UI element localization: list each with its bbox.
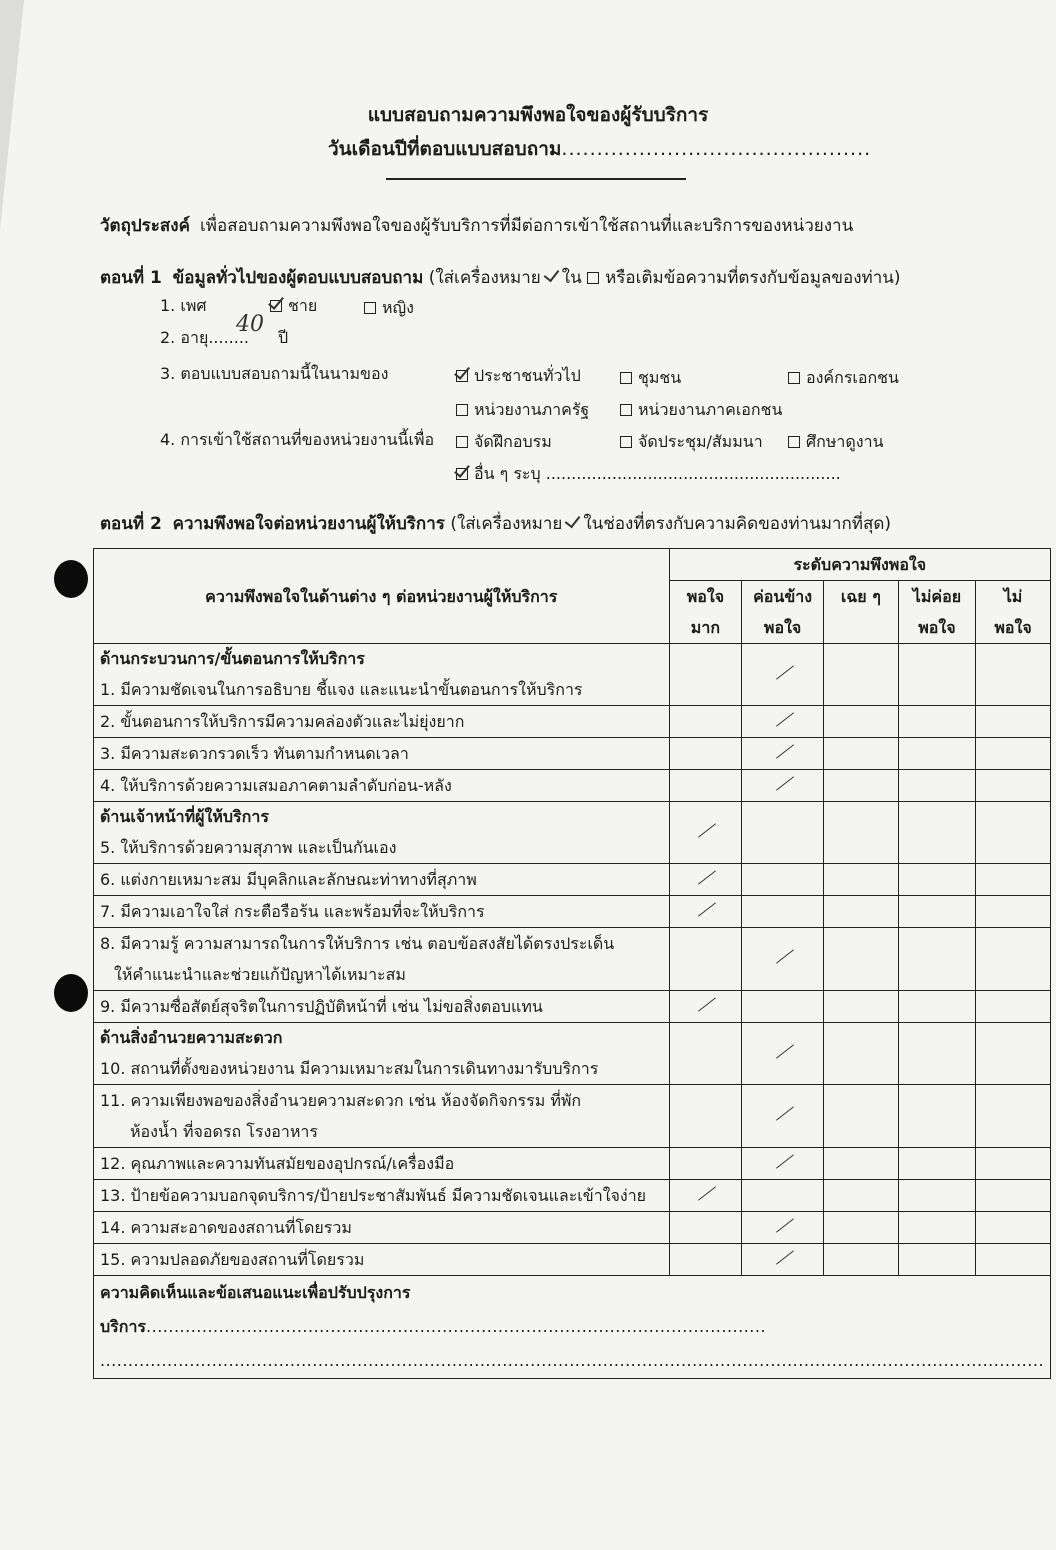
item-text: 10. สถานที่ตั้งของหน่วยงาน มีความเหมาะสมในการเดินทางมารับบริการ: [100, 1059, 599, 1078]
rating-cell-3[interactable]: [898, 738, 975, 770]
handwritten-check-icon: [772, 1153, 794, 1171]
rating-cell-2[interactable]: [823, 644, 898, 706]
rating-cell-2[interactable]: [823, 896, 898, 928]
part1-instruction-a: (ใส่เครื่องหมาย: [428, 268, 541, 288]
checkbox-icon[interactable]: [788, 436, 800, 448]
rating-cell-0[interactable]: [669, 738, 742, 770]
rating-cell-4[interactable]: [976, 896, 1051, 928]
handwritten-check-icon: [772, 664, 794, 682]
item-label: [94, 770, 670, 802]
rating-cell-3[interactable]: [898, 991, 975, 1023]
q1-label: 1. เพศ: [160, 296, 207, 315]
part2-label: ตอนที่ 2: [100, 514, 162, 534]
q2-unit: ปี: [278, 328, 289, 347]
part1-title: ข้อมูลทั่วไปของผู้ตอบแบบสอบถาม: [172, 268, 424, 288]
rating-cell-0[interactable]: [669, 1023, 742, 1085]
rating-cell-2[interactable]: [823, 770, 898, 802]
q3-option-gov[interactable]: [456, 398, 589, 423]
q3-label: 3. ตอบแบบสอบถามนี้ในนามของ: [160, 364, 389, 383]
rating-cell-4[interactable]: [976, 1023, 1051, 1085]
level-col-1-line2: พอใจ: [763, 618, 802, 637]
rating-cell-4[interactable]: [976, 706, 1051, 738]
satisfaction-table: [93, 548, 1051, 1379]
q3-option-ngo[interactable]: [788, 366, 899, 391]
rating-cell-1[interactable]: [742, 1212, 824, 1244]
date-dots[interactable]: ............................................: [561, 138, 872, 160]
comment-label: ความคิดเห็นและข้อเสนอแนะเพื่อปรับปรุงการบริการ: [100, 1283, 411, 1336]
rating-cell-3[interactable]: [898, 802, 975, 864]
item-text-continued: ห้องน้ำ ที่จอดรถ โรงอาหาร: [130, 1122, 318, 1141]
rating-cell-0[interactable]: [669, 1180, 742, 1212]
rating-cell-2[interactable]: [823, 1085, 898, 1148]
rating-cell-4[interactable]: [976, 864, 1051, 896]
rating-cell-3[interactable]: [898, 1212, 975, 1244]
comment-dots-1[interactable]: ...............................................................................................................: [146, 1317, 767, 1336]
q2-age-value[interactable]: 40: [236, 312, 264, 337]
level-col-3: [898, 581, 975, 644]
rating-cell-0[interactable]: [669, 1085, 742, 1148]
q1-male-label: ชาย: [288, 296, 318, 315]
item-label: [94, 896, 670, 928]
item-text: 12. คุณภาพและความทันสมัยของอุปกรณ์/เครื่องมือ: [100, 1154, 455, 1173]
rating-cell-3[interactable]: [898, 896, 975, 928]
level-col-0: [669, 581, 742, 644]
rating-cell-2[interactable]: [823, 1148, 898, 1180]
item-text: 8. มีความรู้ ความสามารถในการให้บริการ เช่น ตอบข้อสงสัยได้ตรงประเด็น: [100, 934, 615, 953]
category-heading: ด้านเจ้าหน้าที่ผู้ให้บริการ: [100, 807, 269, 826]
date-line: [328, 134, 871, 164]
item-label: [94, 928, 670, 991]
rating-cell-4[interactable]: [976, 1180, 1051, 1212]
rating-cell-0[interactable]: [669, 928, 742, 991]
item-text: 1. มีความชัดเจนในการอธิบาย ชี้แจง และแนะนำขั้นตอนการให้บริการ: [100, 680, 583, 699]
rating-cell-1[interactable]: [742, 1148, 824, 1180]
rating-cell-2[interactable]: [823, 991, 898, 1023]
q1-female-label: หญิง: [382, 298, 414, 317]
level-col-0-line2: มาก: [690, 618, 721, 637]
rating-cell-1[interactable]: [742, 1180, 824, 1212]
part1-heading: [100, 264, 901, 291]
rating-cell-3[interactable]: [898, 706, 975, 738]
rating-cell-4[interactable]: [976, 928, 1051, 991]
rating-cell-2[interactable]: [823, 706, 898, 738]
level-col-1-line1: ค่อนข้าง: [753, 587, 813, 606]
rating-cell-0[interactable]: [669, 802, 742, 864]
q2-dots-left: ........: [208, 328, 250, 347]
q3-option-community[interactable]: [620, 366, 681, 391]
rating-cell-3[interactable]: [898, 770, 975, 802]
level-col-0-line1: พอใจ: [686, 587, 725, 606]
item-text: 15. ความปลอดภัยของสถานที่โดยรวม: [100, 1250, 365, 1269]
q4-option-training[interactable]: [456, 430, 552, 455]
table-row: [94, 1180, 1051, 1212]
category-heading: ด้านสิ่งอำนวยความสะดวก: [100, 1028, 283, 1047]
rating-cell-0[interactable]: [669, 864, 742, 896]
item-label: [94, 1212, 670, 1244]
table-row: [94, 738, 1051, 770]
rating-cell-2[interactable]: [823, 1023, 898, 1085]
q3-public-label: ประชาชนทั่วไป: [474, 366, 581, 385]
checkbox-checked-icon[interactable]: [456, 468, 468, 480]
level-col-4-line1: ไม่: [1003, 587, 1023, 606]
item-text: 4. ให้บริการด้วยความเสมอภาคตามลำดับก่อน-หลัง: [100, 776, 452, 795]
criteria-header: ความพึงพอใจในด้านต่าง ๆ ต่อหน่วยงานผู้ให้บริการ: [94, 549, 670, 644]
level-col-2: [823, 581, 898, 644]
rating-cell-4[interactable]: [976, 1244, 1051, 1276]
handwritten-check-icon: [772, 1043, 794, 1061]
item-text: 7. มีความเอาใจใส่ กระตือรือร้น และพร้อมที่จะให้บริการ: [100, 902, 485, 921]
q3-gov-label: หน่วยงานภาครัฐ: [474, 400, 590, 419]
item-text: 11. ความเพียงพอของสิ่งอำนวยความสะดวก เช่น ห้องจัดกิจกรรม ที่พัก: [100, 1091, 582, 1110]
q4-option-study[interactable]: [788, 430, 884, 455]
rating-cell-2[interactable]: [823, 802, 898, 864]
rating-cell-1[interactable]: [742, 738, 824, 770]
rating-cell-4[interactable]: [976, 1148, 1051, 1180]
rating-cell-4[interactable]: [976, 770, 1051, 802]
punch-hole-bottom: [54, 974, 88, 1012]
checkbox-icon[interactable]: [620, 436, 632, 448]
q3-option-private[interactable]: [620, 398, 782, 423]
rating-cell-0[interactable]: [669, 1148, 742, 1180]
handwritten-check-icon: [772, 743, 794, 761]
item-label: [94, 738, 670, 770]
item-label: [94, 1180, 670, 1212]
handwritten-check-icon: [694, 869, 716, 887]
item-label: [94, 1023, 670, 1085]
rating-cell-1[interactable]: [742, 1085, 824, 1148]
rating-cell-3[interactable]: [898, 1023, 975, 1085]
checkbox-icon: [587, 272, 599, 284]
q4-study-label: ศึกษาดูงาน: [806, 432, 884, 451]
rating-cell-2[interactable]: [823, 1212, 898, 1244]
table-row: [94, 770, 1051, 802]
rating-cell-0[interactable]: [669, 1212, 742, 1244]
handwritten-check-icon: [694, 901, 716, 919]
rating-cell-1[interactable]: [742, 1023, 824, 1085]
rating-cell-0[interactable]: [669, 896, 742, 928]
handwritten-check-icon: [772, 775, 794, 793]
table-row: [94, 1023, 1051, 1085]
q1-option-male[interactable]: [270, 294, 317, 319]
item-text: 2. ขั้นตอนการให้บริการมีความคล่องตัวและไม่ยุ่งยาก: [100, 712, 465, 731]
rating-cell-1[interactable]: [742, 706, 824, 738]
item-label: [94, 802, 670, 864]
handwritten-check-icon: [772, 1217, 794, 1235]
handwritten-check-icon: [694, 1185, 716, 1203]
rating-cell-1[interactable]: [742, 802, 824, 864]
rating-cell-1[interactable]: [742, 864, 824, 896]
item-text-continued: ให้คำแนะนำและช่วยแก้ปัญหาได้เหมาะสม: [114, 965, 406, 984]
rating-cell-3[interactable]: [898, 864, 975, 896]
rating-cell-1[interactable]: [742, 991, 824, 1023]
q2-label: 2. อายุ: [160, 328, 209, 347]
rating-cell-2[interactable]: [823, 1244, 898, 1276]
q4-option-meeting[interactable]: [620, 430, 763, 455]
checkbox-checked-icon[interactable]: [270, 300, 282, 312]
table-row: [94, 1244, 1051, 1276]
objective-label: วัตถุประสงค์: [100, 216, 190, 236]
level-col-3-line1: ไม่ค่อย: [912, 587, 962, 606]
rating-cell-0[interactable]: [669, 770, 742, 802]
checkbox-icon[interactable]: [364, 302, 376, 314]
rating-cell-0[interactable]: [669, 644, 742, 706]
q4-other-dots[interactable]: ..........................................................: [545, 464, 841, 483]
q4-label: 4. การเข้าใช้สถานที่ของหน่วยงานนี้เพื่อ: [160, 430, 435, 449]
table-row: [94, 1085, 1051, 1148]
item-label: [94, 991, 670, 1023]
rating-cell-0[interactable]: [669, 1244, 742, 1276]
table-row: [94, 864, 1051, 896]
rating-cell-1[interactable]: [742, 770, 824, 802]
part2-instruction-a: (ใส่เครื่องหมาย: [450, 514, 563, 534]
table-row: [94, 706, 1051, 738]
table-row: [94, 802, 1051, 864]
comment-dots-2[interactable]: .........................................................................................................................................................................: [100, 1351, 1045, 1370]
q3-community-label: ชุมชน: [638, 368, 682, 387]
checkbox-icon[interactable]: [788, 372, 800, 384]
level-col-4-line2: พอใจ: [994, 618, 1032, 637]
form-title: แบบสอบถามความพึงพอใจของผู้รับบริการ: [367, 104, 709, 126]
rating-cell-3[interactable]: [898, 1180, 975, 1212]
rating-cell-1[interactable]: [742, 1244, 824, 1276]
table-row: [94, 991, 1051, 1023]
rating-cell-4[interactable]: [976, 738, 1051, 770]
date-label: วันเดือนปีที่ตอบแบบสอบถาม: [328, 138, 562, 160]
rating-cell-0[interactable]: [669, 991, 742, 1023]
item-text: 13. ป้ายข้อความบอกจุดบริการ/ป้ายประชาสัมพันธ์ มีความชัดเจนและเข้าใจง่าย: [100, 1186, 647, 1205]
rating-cell-4[interactable]: [976, 644, 1051, 706]
level-col-4: [976, 581, 1051, 644]
q3-private-label: หน่วยงานภาคเอกชน: [638, 400, 783, 419]
rating-cell-4[interactable]: [976, 1085, 1051, 1148]
rating-cell-3[interactable]: [898, 928, 975, 991]
part2-heading: [100, 510, 891, 537]
table-row: [94, 1148, 1051, 1180]
part2-title: ความพึงพอใจต่อหน่วยงานผู้ให้บริการ: [172, 514, 445, 534]
punch-hole-top: [54, 560, 88, 598]
rating-cell-3[interactable]: [898, 644, 975, 706]
item-text: 6. แต่งกายเหมาะสม มีบุคลิกและลักษณะท่าทางที่สุภาพ: [100, 870, 477, 889]
level-col-2-line1: เฉย ๆ: [840, 587, 881, 606]
objective-text: เพื่อสอบถามความพึงพอใจของผู้รับบริการที่มีต่อการเข้าใช้สถานที่และบริการของหน่วยงาน: [199, 216, 854, 236]
item-label: [94, 644, 670, 706]
rating-cell-3[interactable]: [898, 1148, 975, 1180]
q4-other-label: อื่น ๆ ระบุ: [474, 464, 541, 483]
category-heading: ด้านกระบวนการ/ขั้นตอนการให้บริการ: [100, 649, 365, 668]
checkbox-icon[interactable]: [620, 404, 632, 416]
handwritten-check-icon: [772, 1249, 794, 1267]
comment-section[interactable]: [94, 1276, 1051, 1379]
level-col-1: [742, 581, 824, 644]
table-row: [94, 644, 1051, 706]
handwritten-check-icon: [772, 1105, 794, 1123]
checkbox-icon[interactable]: [620, 372, 632, 384]
rating-cell-4[interactable]: [976, 802, 1051, 864]
rating-cell-4[interactable]: [976, 991, 1051, 1023]
rating-cell-2[interactable]: [823, 928, 898, 991]
q4-training-label: จัดฝึกอบรม: [474, 432, 552, 451]
rating-cell-0[interactable]: [669, 706, 742, 738]
table-row: [94, 1212, 1051, 1244]
checkbox-icon[interactable]: [456, 436, 468, 448]
rating-cell-1[interactable]: [742, 928, 824, 991]
objective: [100, 212, 853, 239]
rating-cell-2[interactable]: [823, 738, 898, 770]
item-label: [94, 1085, 670, 1148]
level-col-2-line2: [830, 612, 892, 643]
part2-instruction-b: ในช่องที่ตรงกับความคิดของท่านมากที่สุด): [583, 514, 891, 534]
checkmark-icon: [543, 266, 559, 283]
q3-option-public[interactable]: [456, 364, 581, 389]
part1-label: ตอนที่ 1: [100, 268, 162, 288]
checkbox-checked-icon[interactable]: [456, 370, 468, 382]
item-label: [94, 706, 670, 738]
handwritten-check-icon: [694, 822, 716, 840]
rating-cell-3[interactable]: [898, 1085, 975, 1148]
level-header: ระดับความพึงพอใจ: [669, 549, 1051, 581]
table-row: [94, 896, 1051, 928]
checkmark-icon: [565, 512, 581, 529]
level-col-3-line2: พอใจ: [918, 618, 956, 637]
part1-instruction-c: หรือเติมข้อความที่ตรงกับข้อมูลของท่าน): [605, 268, 901, 288]
handwritten-check-icon: [772, 948, 794, 966]
q3-ngo-label: องค์กรเอกชน: [806, 368, 899, 387]
table-row: [94, 928, 1051, 991]
item-text: 9. มีความซื่อสัตย์สุจริตในการปฏิบัติหน้าที่ เช่น ไม่ขอสิ่งตอบแทน: [100, 997, 543, 1016]
handwritten-check-icon: [772, 711, 794, 729]
checkbox-icon[interactable]: [456, 404, 468, 416]
rating-cell-2[interactable]: [823, 1180, 898, 1212]
q4-option-other[interactable]: [456, 462, 841, 487]
item-text: 14. ความสะอาดของสถานที่โดยรวม: [100, 1218, 352, 1237]
rating-cell-2[interactable]: [823, 864, 898, 896]
item-text: 3. มีความสะดวกรวดเร็ว ทันตามกำหนดเวลา: [100, 744, 409, 763]
item-label: [94, 864, 670, 896]
handwritten-check-icon: [694, 996, 716, 1014]
item-label: [94, 1244, 670, 1276]
rating-cell-1[interactable]: [742, 644, 824, 706]
item-label: [94, 1148, 670, 1180]
rating-cell-3[interactable]: [898, 1244, 975, 1276]
q1-option-female[interactable]: [364, 296, 414, 321]
item-text: 5. ให้บริการด้วยความสุภาพ และเป็นกันเอง: [100, 838, 397, 857]
part1-instruction-b: ใน: [561, 268, 582, 288]
rating-cell-1[interactable]: [742, 896, 824, 928]
q4-meeting-label: จัดประชุม/สัมมนา: [638, 432, 763, 451]
header-divider: [386, 178, 686, 180]
rating-cell-4[interactable]: [976, 1212, 1051, 1244]
